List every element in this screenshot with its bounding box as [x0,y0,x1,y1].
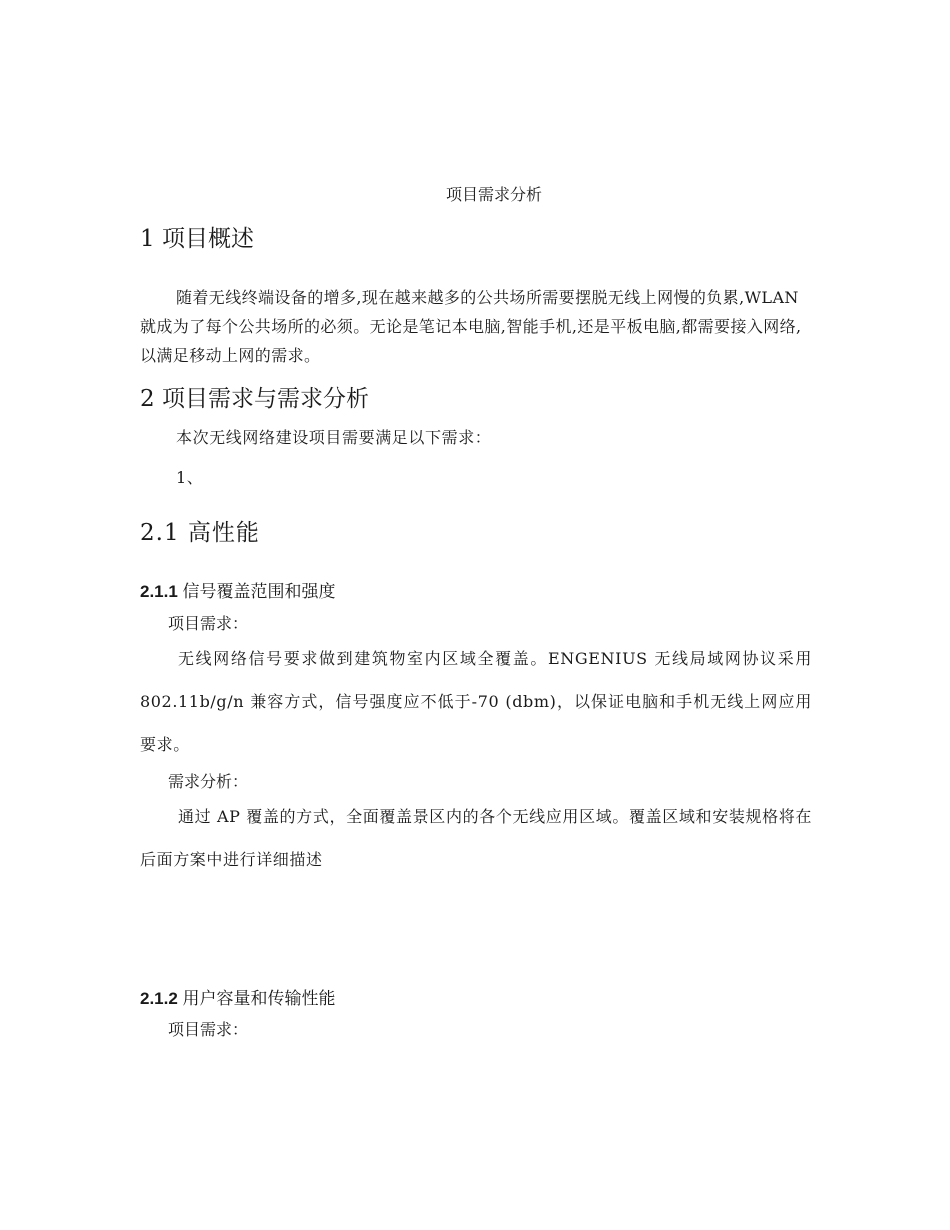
section-2-intro: 本次无线网络建设项目需要满足以下需求： [176,428,492,447]
section-2-1-1-requirement-label: 项目需求： [168,614,249,633]
section-1-paragraph: 随着无线终端设备的增多,现在越来越多的公共场所需要摆脱无线上网慢的负累,WLAN 就成为了每个公共场所的必须。无论是笔记本电脑,智能手机,还是平板电脑,都需要接入网络,以满足移动上网的需求。 [140,288,802,365]
section-2-1-1-number: 2.1.1 [140,582,178,601]
section-2-1-heading: 2.1 高性能 [140,520,260,546]
section-2-1-2-heading [140,987,336,1011]
section-2-heading: 2 项目需求与需求分析 [140,386,369,412]
document-title: 项目需求分析 [445,185,542,204]
section-2-1-2-requirement-label: 项目需求： [168,1020,249,1039]
section-2-list-item: 1、 [176,468,204,487]
section-2-1-1-requirement-text: 无线网络信号要求做到建筑物室内区域全覆盖。ENGENIUS 无线局域网协议采用 802.11b/g/n 兼容方式，信号强度应不低于-70 (dbm)，以保证电脑和手机无线上网应用要求。 [140,649,812,754]
section-2-1-2-number: 2.1.2 [140,989,178,1008]
section-2-1-1-analysis-label: 需求分析： [168,772,249,791]
section-2-1-2-title: 用户容量和传输性能 [182,989,336,1008]
section-1-heading: 1 项目概述 [140,226,254,252]
section-2-1-1-heading [140,580,336,604]
section-2-1-1-analysis-text: 通过 AP 覆盖的方式，全面覆盖景区内的各个无线应用区域。覆盖区域和安装规格将在后面方案中进行详细描述 [140,807,812,869]
section-2-1-1-title: 信号覆盖范围和强度 [182,582,336,601]
